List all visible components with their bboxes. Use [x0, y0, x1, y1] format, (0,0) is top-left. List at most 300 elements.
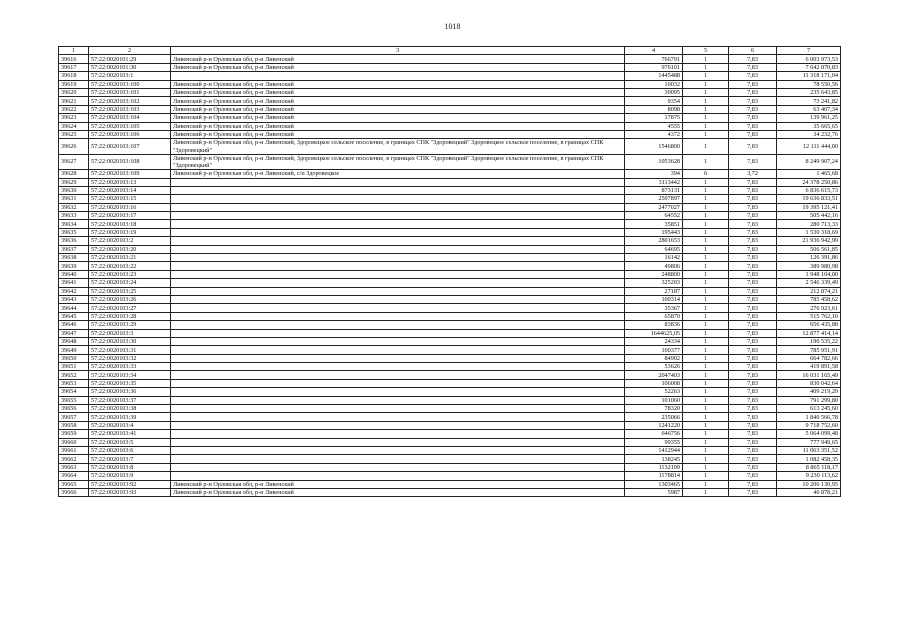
cadastral-number-cell: 57:22:0020103:37 [89, 396, 171, 404]
address-cell: Ливенский р-н Орловская обл, р-н Ливенский [171, 55, 625, 63]
row-number-cell: 39643 [59, 295, 89, 303]
address-cell [171, 371, 625, 379]
area-cell: 83836 [625, 321, 683, 329]
category-cell: 1 [683, 480, 729, 488]
table-row [59, 430, 841, 438]
category-cell: 1 [683, 254, 729, 262]
row-number-cell: 39653 [59, 379, 89, 387]
address-cell [171, 346, 625, 354]
rate-cell: 7,83 [729, 472, 777, 480]
cadastral-number-cell: 57:22:0020103:22 [89, 262, 171, 270]
category-cell: 1 [683, 203, 729, 211]
cadastral-number-cell: 57:22:0020103:19 [89, 228, 171, 236]
cadastral-number-cell: 57:22:0020103:2 [89, 237, 171, 245]
rate-cell: 7,83 [729, 139, 777, 154]
row-number-cell: 39626 [59, 139, 89, 154]
category-cell: 1 [683, 363, 729, 371]
table-row [59, 228, 841, 236]
column-header: 7 [777, 47, 841, 55]
table-row [59, 371, 841, 379]
cadastral-number-cell: 57:22:0020103:24 [89, 279, 171, 287]
cadastral-value-cell: 515 762,10 [777, 312, 841, 320]
cadastral-value-table [58, 46, 841, 497]
category-cell: 1 [683, 97, 729, 105]
rate-cell: 7,83 [729, 337, 777, 345]
area-cell: 8098 [625, 105, 683, 113]
category-cell: 1 [683, 105, 729, 113]
cadastral-value-cell: 389 980,98 [777, 262, 841, 270]
address-cell: Ливенский р-н Орловская обл, р-н Ливенский [171, 114, 625, 122]
rate-cell: 7,83 [729, 270, 777, 278]
row-number-cell: 39638 [59, 254, 89, 262]
cadastral-value-cell: 785 951,91 [777, 346, 841, 354]
category-cell: 1 [683, 472, 729, 480]
table-row [59, 438, 841, 446]
table-row [59, 170, 841, 178]
address-cell: Ливенский р-н Орловская обл, р-н Ливенский [171, 105, 625, 113]
cadastral-number-cell: 57:22:0020103:41 [89, 430, 171, 438]
table-row [59, 279, 841, 287]
cadastral-value-cell: 505 442,16 [777, 212, 841, 220]
rate-cell: 7,83 [729, 105, 777, 113]
rate-cell: 7,83 [729, 88, 777, 96]
cadastral-value-cell: 21 936 942,99 [777, 237, 841, 245]
category-cell: 1 [683, 413, 729, 421]
address-cell [171, 245, 625, 253]
table-row [59, 304, 841, 312]
rate-cell: 7,83 [729, 130, 777, 138]
cadastral-value-cell: 10 206 130,95 [777, 480, 841, 488]
rate-cell: 7,83 [729, 195, 777, 203]
area-cell: 2801653 [625, 237, 683, 245]
cadastral-value-cell: 12 111 444,00 [777, 139, 841, 154]
category-cell: 1 [683, 228, 729, 236]
address-cell: Ливенский р-н Орловская обл, р-н Ливенский [171, 122, 625, 130]
table-row [59, 447, 841, 455]
address-cell [171, 329, 625, 337]
row-number-cell: 39623 [59, 114, 89, 122]
area-cell: 1644625,05 [625, 329, 683, 337]
cadastral-number-cell: 57:22:0020103:5 [89, 438, 171, 446]
cadastral-number-cell: 57:22:0020103:104 [89, 114, 171, 122]
table-row [59, 254, 841, 262]
category-cell: 1 [683, 262, 729, 270]
cadastral-number-cell: 57:22:0020103:20 [89, 245, 171, 253]
cadastral-number-cell: 57:22:0020103:33 [89, 363, 171, 371]
row-number-cell: 39658 [59, 421, 89, 429]
address-cell [171, 438, 625, 446]
category-cell: 1 [683, 55, 729, 63]
area-cell: 53626 [625, 363, 683, 371]
rate-cell: 7,83 [729, 237, 777, 245]
address-cell: Ливенский р-н Орловская обл, р-н Ливенский [171, 63, 625, 71]
row-number-cell: 39624 [59, 122, 89, 130]
address-cell [171, 279, 625, 287]
cadastral-value-cell: 78 550,56 [777, 80, 841, 88]
cadastral-number-cell: 57:22:0020103:106 [89, 130, 171, 138]
table-row [59, 220, 841, 228]
address-cell [171, 212, 625, 220]
row-number-cell: 39629 [59, 178, 89, 186]
cadastral-number-cell: 57:22:0020103:32 [89, 354, 171, 362]
area-cell: 4555 [625, 122, 683, 130]
row-number-cell: 39666 [59, 488, 89, 496]
address-cell [171, 304, 625, 312]
column-header: 3 [171, 47, 625, 55]
rate-cell: 7,83 [729, 438, 777, 446]
category-cell: 1 [683, 405, 729, 413]
address-cell [171, 203, 625, 211]
cadastral-value-cell: 1 530 318,69 [777, 228, 841, 236]
cadastral-number-cell: 57:22:0020103:16 [89, 203, 171, 211]
category-cell: 1 [683, 304, 729, 312]
row-number-cell: 39628 [59, 170, 89, 178]
table-row [59, 88, 841, 96]
area-cell: 1412944 [625, 447, 683, 455]
row-number-cell: 39634 [59, 220, 89, 228]
category-cell: 1 [683, 388, 729, 396]
cadastral-value-cell: 613 245,60 [777, 405, 841, 413]
area-cell: 325203 [625, 279, 683, 287]
address-cell [171, 447, 625, 455]
category-cell: 1 [683, 396, 729, 404]
cadastral-value-cell: 791 299,80 [777, 396, 841, 404]
address-cell [171, 379, 625, 387]
cadastral-value-cell: 2 546 339,49 [777, 279, 841, 287]
address-cell: Ливенский р-н Орловская обл, р-н Ливенский [171, 80, 625, 88]
category-cell: 1 [683, 287, 729, 295]
table-row [59, 295, 841, 303]
row-number-cell: 39663 [59, 463, 89, 471]
table-row [59, 203, 841, 211]
address-cell [171, 388, 625, 396]
category-cell: 1 [683, 245, 729, 253]
cadastral-number-cell: 57:22:0020103:107 [89, 139, 171, 154]
area-cell: 78320 [625, 405, 683, 413]
area-cell: 64552 [625, 212, 683, 220]
column-header: 1 [59, 47, 89, 55]
cadastral-number-cell: 57:22:0020103:108 [89, 154, 171, 169]
category-cell: 1 [683, 329, 729, 337]
area-cell: 30095 [625, 88, 683, 96]
cadastral-value-cell: 409 219,29 [777, 388, 841, 396]
row-number-cell: 39661 [59, 447, 89, 455]
cadastral-number-cell: 57:22:0020103:18 [89, 220, 171, 228]
rate-cell: 7,83 [729, 55, 777, 63]
rate-cell: 7,83 [729, 114, 777, 122]
cadastral-number-cell: 57:22:0020103:1 [89, 72, 171, 80]
address-cell [171, 237, 625, 245]
table-row [59, 212, 841, 220]
table-row [59, 262, 841, 270]
address-cell: Ливенский р-н Орловская обл, р-н Ливенский, Здоровецкое сельское поселение, в границах СПК "Здоровецкий" Здоровецкое сельское поселение, в границах СПК "Здоровецкий" [171, 139, 625, 154]
rate-cell: 7,83 [729, 304, 777, 312]
category-cell: 1 [683, 270, 729, 278]
table-row [59, 97, 841, 105]
area-cell: 195443 [625, 228, 683, 236]
address-cell: Ливенский р-н Орловская обл, р-н Ливенский, Здоровецкое сельское поселение, в границах СПК "Здоровецкий" Здоровецкое сельское поселение, в границах СПК "Здоровецкий" [171, 154, 625, 169]
rate-cell: 7,83 [729, 321, 777, 329]
area-cell: 24334 [625, 337, 683, 345]
rate-cell: 7,83 [729, 363, 777, 371]
rate-cell: 7,83 [729, 178, 777, 186]
address-cell [171, 463, 625, 471]
row-number-cell: 39633 [59, 212, 89, 220]
cadastral-number-cell: 57:22:0020103:14 [89, 186, 171, 194]
column-header: 5 [683, 47, 729, 55]
category-cell: 1 [683, 122, 729, 130]
address-cell [171, 455, 625, 463]
cadastral-value-cell: 16 031 165,49 [777, 371, 841, 379]
table-row [59, 130, 841, 138]
address-cell [171, 186, 625, 194]
rate-cell: 7,83 [729, 72, 777, 80]
rate-cell: 7,83 [729, 480, 777, 488]
row-number-cell: 39652 [59, 371, 89, 379]
cadastral-value-cell: 830 042,64 [777, 379, 841, 387]
category-cell: 1 [683, 379, 729, 387]
category-cell: 1 [683, 154, 729, 169]
category-cell: 1 [683, 212, 729, 220]
area-cell: 52263 [625, 388, 683, 396]
category-cell: 1 [683, 354, 729, 362]
area-cell: 2507897 [625, 195, 683, 203]
header-row [59, 47, 841, 55]
row-number-cell: 39650 [59, 354, 89, 362]
rate-cell: 7,83 [729, 279, 777, 287]
table-row [59, 154, 841, 169]
category-cell: 1 [683, 279, 729, 287]
rate-cell: 7,83 [729, 80, 777, 88]
cadastral-value-cell: 785 458,62 [777, 295, 841, 303]
row-number-cell: 39621 [59, 97, 89, 105]
row-number-cell: 39619 [59, 80, 89, 88]
table-row [59, 245, 841, 253]
rate-cell: 7,83 [729, 63, 777, 71]
area-cell: 9354 [625, 97, 683, 105]
address-cell: Ливенский р-н Орловская обл, р-н Ливенский [171, 130, 625, 138]
cadastral-value-cell: 7 642 870,83 [777, 63, 841, 71]
cadastral-number-cell: 57:22:0020103:30 [89, 337, 171, 345]
area-cell: 646756 [625, 430, 683, 438]
row-number-cell: 39642 [59, 287, 89, 295]
row-number-cell: 39645 [59, 312, 89, 320]
rate-cell: 7,83 [729, 203, 777, 211]
cadastral-number-cell: 57:22:0020103:34 [89, 371, 171, 379]
table-body [59, 47, 841, 497]
cadastral-value-cell: 9 230 113,62 [777, 472, 841, 480]
area-cell: 4372 [625, 130, 683, 138]
row-number-cell: 39644 [59, 304, 89, 312]
cadastral-number-cell: 57:22:0020103:109 [89, 170, 171, 178]
category-cell: 1 [683, 421, 729, 429]
cadastral-value-cell: 664 782,66 [777, 354, 841, 362]
category-cell: 1 [683, 114, 729, 122]
address-cell: Ливенский р-н Орловская обл, р-н Ливенский [171, 88, 625, 96]
area-cell: 64695 [625, 245, 683, 253]
rate-cell: 7,83 [729, 262, 777, 270]
table-row [59, 195, 841, 203]
row-number-cell: 39641 [59, 279, 89, 287]
category-cell: 1 [683, 237, 729, 245]
cadastral-number-cell: 57:22:0020103:17 [89, 212, 171, 220]
address-cell [171, 270, 625, 278]
area-cell: 1132199 [625, 463, 683, 471]
rate-cell: 7,83 [729, 447, 777, 455]
table-row [59, 488, 841, 496]
address-cell [171, 421, 625, 429]
rate-cell: 7,83 [729, 312, 777, 320]
table-row [59, 186, 841, 194]
cadastral-number-cell: 57:22:0020103:92 [89, 480, 171, 488]
table-row [59, 379, 841, 387]
cadastral-number-cell: 57:22:0020103:27 [89, 304, 171, 312]
cadastral-value-cell: 1 082 458,35 [777, 455, 841, 463]
cadastral-value-cell: 46 878,21 [777, 488, 841, 496]
area-cell: 766791 [625, 55, 683, 63]
cadastral-number-cell: 57:22:0020103:105 [89, 122, 171, 130]
category-cell: 1 [683, 337, 729, 345]
row-number-cell: 39651 [59, 363, 89, 371]
row-number-cell: 39630 [59, 186, 89, 194]
cadastral-value-cell: 777 949,65 [777, 438, 841, 446]
row-number-cell: 39632 [59, 203, 89, 211]
cadastral-value-cell: 9 718 752,60 [777, 421, 841, 429]
rate-cell: 7,83 [729, 220, 777, 228]
cadastral-value-cell: 5 064 099,48 [777, 430, 841, 438]
cadastral-number-cell: 57:22:0020103:4 [89, 421, 171, 429]
area-cell: 27187 [625, 287, 683, 295]
address-cell [171, 405, 625, 413]
column-header: 4 [625, 47, 683, 55]
row-number-cell: 39636 [59, 237, 89, 245]
area-cell: 1546800 [625, 139, 683, 154]
rate-cell: 7,83 [729, 396, 777, 404]
category-cell: 1 [683, 321, 729, 329]
row-number-cell: 39655 [59, 396, 89, 404]
category-cell: 1 [683, 463, 729, 471]
table-row [59, 405, 841, 413]
area-cell: 106008 [625, 379, 683, 387]
category-cell: 1 [683, 186, 729, 194]
cadastral-number-cell: 57:22:0020103:93 [89, 488, 171, 496]
cadastral-value-cell: 35 665,65 [777, 122, 841, 130]
rate-cell: 7,83 [729, 254, 777, 262]
area-cell: 99355 [625, 438, 683, 446]
category-cell: 1 [683, 139, 729, 154]
table-row [59, 480, 841, 488]
row-number-cell: 39631 [59, 195, 89, 203]
table-row [59, 455, 841, 463]
row-number-cell: 39627 [59, 154, 89, 169]
area-cell: 1241220 [625, 421, 683, 429]
cadastral-value-cell: 6 003 973,53 [777, 55, 841, 63]
rate-cell: 7,83 [729, 371, 777, 379]
table-row [59, 354, 841, 362]
cadastral-value-cell: 34 232,76 [777, 130, 841, 138]
table-row [59, 396, 841, 404]
cadastral-value-cell: 24 378 250,86 [777, 178, 841, 186]
row-number-cell: 39649 [59, 346, 89, 354]
area-cell: 84902 [625, 354, 683, 362]
address-cell [171, 363, 625, 371]
address-cell [171, 220, 625, 228]
row-number-cell: 39622 [59, 105, 89, 113]
category-cell: 1 [683, 455, 729, 463]
area-cell: 873131 [625, 186, 683, 194]
address-cell [171, 396, 625, 404]
rate-cell: 7,83 [729, 488, 777, 496]
column-header: 6 [729, 47, 777, 55]
address-cell [171, 195, 625, 203]
area-cell: 235066 [625, 413, 683, 421]
category-cell: 1 [683, 346, 729, 354]
cadastral-number-cell: 57:22:0020103:7 [89, 455, 171, 463]
address-cell [171, 321, 625, 329]
row-number-cell: 39648 [59, 337, 89, 345]
rate-cell: 7,83 [729, 388, 777, 396]
cadastral-value-cell: 1 465,68 [777, 170, 841, 178]
category-cell: 1 [683, 178, 729, 186]
cadastral-number-cell: 57:22:0020103:29 [89, 321, 171, 329]
address-cell [171, 413, 625, 421]
cadastral-value-cell: 19 395 121,41 [777, 203, 841, 211]
category-cell: 1 [683, 430, 729, 438]
cadastral-value-cell: 11 063 351,52 [777, 447, 841, 455]
category-cell: 1 [683, 88, 729, 96]
address-cell: Ливенский р-н Орловская обл, р-н Ливенский [171, 480, 625, 488]
category-cell: 1 [683, 63, 729, 71]
cadastral-number-cell: 57:22:0020103:28 [89, 312, 171, 320]
row-number-cell: 39664 [59, 472, 89, 480]
table-row [59, 80, 841, 88]
rate-cell: 7,83 [729, 245, 777, 253]
cadastral-number-cell: 57:22:0020103:21 [89, 254, 171, 262]
row-number-cell: 39660 [59, 438, 89, 446]
cadastral-value-cell: 656 435,88 [777, 321, 841, 329]
row-number-cell: 39616 [59, 55, 89, 63]
row-number-cell: 39620 [59, 88, 89, 96]
area-cell: 100314 [625, 295, 683, 303]
cadastral-value-cell: 1 840 566,78 [777, 413, 841, 421]
cadastral-number-cell: 57:22:0020103:36 [89, 388, 171, 396]
area-cell: 49806 [625, 262, 683, 270]
row-number-cell: 39662 [59, 455, 89, 463]
area-cell: 5987 [625, 488, 683, 496]
area-cell: 1178814 [625, 472, 683, 480]
row-number-cell: 39659 [59, 430, 89, 438]
address-cell [171, 178, 625, 186]
table-row [59, 237, 841, 245]
address-cell [171, 228, 625, 236]
cadastral-value-cell: 190 535,22 [777, 337, 841, 345]
category-cell: 1 [683, 72, 729, 80]
cadastral-number-cell: 57:22:0020103:9 [89, 472, 171, 480]
cadastral-value-cell: 506 561,85 [777, 245, 841, 253]
area-cell: 976101 [625, 63, 683, 71]
area-cell: 17875 [625, 114, 683, 122]
cadastral-number-cell: 57:22:0020103:31 [89, 346, 171, 354]
rate-cell: 7,83 [729, 463, 777, 471]
rate-cell: 7,83 [729, 295, 777, 303]
row-number-cell: 39618 [59, 72, 89, 80]
category-cell: 1 [683, 295, 729, 303]
area-cell: 16142 [625, 254, 683, 262]
address-cell [171, 262, 625, 270]
address-cell [171, 430, 625, 438]
cadastral-number-cell: 57:22:0020103:3 [89, 329, 171, 337]
row-number-cell: 39617 [59, 63, 89, 71]
